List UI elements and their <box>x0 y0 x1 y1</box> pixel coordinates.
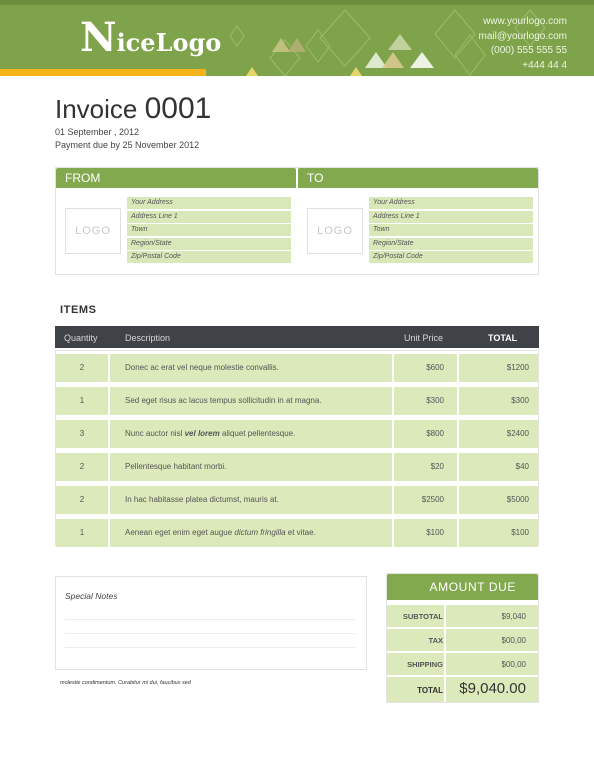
from-address-line: Address Line 1 <box>127 211 291 223</box>
amount-due-heading: AMOUNT DUE <box>387 574 538 600</box>
item-description <box>125 354 279 382</box>
item-description-tail: aliquet pellentesque. <box>219 429 296 438</box>
column-header-quantity: Quantity <box>64 333 98 343</box>
cell-separator <box>108 354 110 382</box>
from-address-line: Zip/Postal Code <box>127 251 291 263</box>
item-quantity: 2 <box>79 462 85 471</box>
item-unit-price: $2500 <box>421 495 444 504</box>
special-notes-box <box>55 576 367 670</box>
cell-separator <box>108 453 110 481</box>
to-panel <box>298 168 538 274</box>
tax-label: TAX <box>428 636 443 645</box>
table-row <box>56 453 538 481</box>
item-total: $100 <box>511 528 529 537</box>
contact-website[interactable]: www.yourlogo.com <box>483 16 567 27</box>
logo-wordmark: iceLogo <box>116 28 222 57</box>
table-row <box>56 354 538 382</box>
item-unit-price: $300 <box>426 396 444 405</box>
notes-line <box>65 619 355 620</box>
cell-separator <box>444 605 446 627</box>
item-description-text: In hac habitasse platea dictumst, mauris at. <box>125 495 279 504</box>
header-banner <box>0 0 594 76</box>
items-title: ITEMS <box>60 304 97 316</box>
item-unit-price: $20 <box>430 462 444 471</box>
to-address-line: Your Address <box>369 197 533 209</box>
item-description-text: Pellentesque habitant morbi. <box>125 462 227 471</box>
to-address <box>369 197 533 265</box>
item-description-text: Aenean eget enim eget augue <box>125 528 235 537</box>
item-description-emphasis: dictum fringilla <box>234 528 286 537</box>
amount-due-panel <box>386 573 539 703</box>
to-heading: TO <box>298 168 538 188</box>
from-address <box>127 197 291 265</box>
items-table-header <box>55 326 539 348</box>
total-value: $9,040.00 <box>459 680 526 697</box>
shipping-label: SHIPPING <box>407 660 443 669</box>
item-description-text: Nunc auctor nisl <box>125 429 185 438</box>
company-logo <box>80 14 221 61</box>
item-unit-price: $100 <box>426 528 444 537</box>
invoice-title-word: Invoice <box>55 94 138 124</box>
tax-value: $00,00 <box>501 636 526 645</box>
from-heading: FROM <box>56 168 296 188</box>
invoice-title <box>55 92 211 126</box>
items-table <box>55 350 539 546</box>
notes-line <box>65 647 355 648</box>
contact-email[interactable]: mail@yourlogo.com <box>478 30 567 42</box>
notes-footer-text: molestie condimentum. Curabitur mi dui, faucibus sed <box>60 680 191 686</box>
item-quantity: 3 <box>79 429 85 438</box>
from-logo-placeholder: LOGO <box>65 208 121 254</box>
to-address-line: Region/State <box>369 238 533 250</box>
subtotal-row <box>387 605 538 627</box>
subtotal-label: SUBTOTAL <box>402 612 443 621</box>
notes-line <box>65 633 355 634</box>
item-description <box>125 453 226 481</box>
shipping-value: $00,00 <box>501 660 526 669</box>
invoice-date: 01 September , 2012 <box>55 127 140 137</box>
item-total: $40 <box>515 462 529 471</box>
contact-phone-alt: +444 44 4 <box>522 59 567 71</box>
item-quantity: 1 <box>79 528 85 537</box>
column-header-description: Description <box>125 333 171 343</box>
item-description <box>125 420 295 448</box>
contact-phone: (000) 555 555 55 <box>490 45 567 57</box>
table-row <box>56 420 538 448</box>
cell-separator <box>108 486 110 514</box>
item-description <box>125 519 316 547</box>
cell-separator <box>444 653 446 675</box>
total-label: TOTAL <box>417 686 443 695</box>
item-description <box>125 486 279 514</box>
contact-info <box>478 15 567 73</box>
item-total: $1200 <box>506 363 529 372</box>
cell-separator <box>108 519 110 547</box>
item-unit-price: $600 <box>426 363 444 372</box>
payment-due-date: Payment due by 25 November 2012 <box>55 140 200 150</box>
to-logo-placeholder: LOGO <box>307 208 363 254</box>
from-panel <box>56 168 296 274</box>
item-total: $2400 <box>506 429 529 438</box>
item-description-text: Sed eget risus ac lacus tempus sollicitudin in at magna. <box>125 396 322 405</box>
to-address-line: Address Line 1 <box>369 211 533 223</box>
cell-separator <box>108 420 110 448</box>
parties-section <box>55 167 539 275</box>
column-header-total: TOTAL <box>488 333 518 343</box>
to-address-line: Town <box>369 224 533 236</box>
invoice-number: 0001 <box>144 92 212 125</box>
table-row <box>56 486 538 514</box>
item-total: $300 <box>511 396 529 405</box>
item-quantity: 1 <box>79 396 85 405</box>
from-address-line: Your Address <box>127 197 291 209</box>
cell-separator <box>444 629 446 651</box>
table-row <box>56 519 538 547</box>
item-description-text: Donec ac erat vel neque molestie convallis. <box>125 363 279 372</box>
shipping-row <box>387 653 538 675</box>
accent-bar <box>0 69 206 76</box>
item-quantity: 2 <box>79 495 85 504</box>
item-total: $5000 <box>506 495 529 504</box>
item-quantity: 2 <box>79 363 85 372</box>
to-address-line: Zip/Postal Code <box>369 251 533 263</box>
item-description-tail: et vitae. <box>285 528 316 537</box>
item-description <box>125 387 322 415</box>
cell-separator <box>108 387 110 415</box>
subtotal-value: $9,040 <box>501 612 526 621</box>
item-description-emphasis: vel lorem <box>184 429 220 438</box>
total-row <box>387 677 538 702</box>
item-unit-price: $800 <box>426 429 444 438</box>
column-header-unit-price: Unit Price <box>404 333 444 343</box>
tax-row <box>387 629 538 651</box>
logo-initial: N <box>80 14 117 61</box>
table-row <box>56 387 538 415</box>
from-address-line: Region/State <box>127 238 291 250</box>
from-address-line: Town <box>127 224 291 236</box>
special-notes-title: Special Notes <box>65 591 118 601</box>
cell-separator <box>444 677 446 702</box>
